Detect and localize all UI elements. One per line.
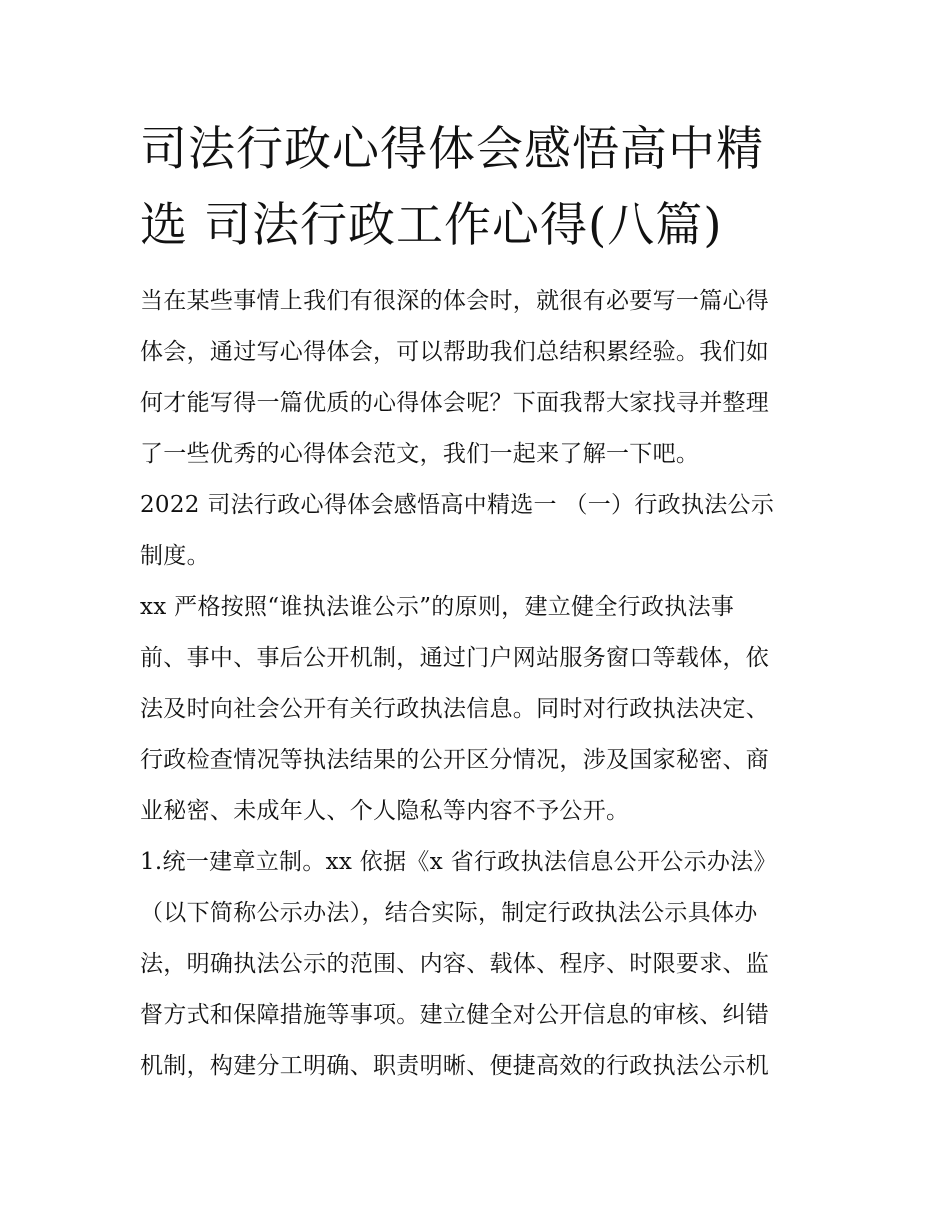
title-line: 选 司法行政工作心得(八篇): [140, 198, 723, 253]
body-line: （以下简称公示办法），结合实际，制定行政执法公示具体办: [140, 900, 758, 926]
body-line: 当在某些事情上我们有很深的体会时，就很有必要写一篇心得: [140, 288, 770, 314]
body-line: 2022 司法行政心得体会感悟高中精选一 （一）行政执法公示: [140, 492, 775, 518]
body-line: 1.统一建章立制。xx 依据《x 省行政执法信息公开公示办法》: [140, 849, 777, 875]
body-line: 行政检查情况等执法结果的公开区分情况，涉及国家秘密、商: [140, 747, 770, 773]
body-line: 法，明确执法公示的范围、内容、载体、程序、时限要求、监: [140, 951, 770, 977]
body-line: 了一些优秀的心得体会范文，我们一起来了解一下吧。: [140, 441, 700, 467]
body-line: 法及时向社会公开有关行政执法信息。同时对行政执法决定、: [140, 696, 770, 722]
document-body: [140, 281, 830, 1097]
body-line: xx 严格按照“谁执法谁公示”的原则，建立健全行政执法事: [140, 594, 735, 620]
body-line: 体会，通过写心得体会，可以帮助我们总结积累经验。我们如: [140, 339, 770, 365]
document-title: [140, 112, 830, 264]
title-line: 司法行政心得体会感悟高中精: [140, 122, 764, 177]
body-line: 机制，构建分工明确、职责明晰、便捷高效的行政执法公示机: [140, 1053, 770, 1079]
body-line: 前、事中、事后公开机制，通过门户网站服务窗口等载体，依: [140, 645, 770, 671]
body-line: 制度。: [140, 543, 210, 569]
body-line: 何才能写得一篇优质的心得体会呢？下面我帮大家找寻并整理: [140, 390, 770, 416]
body-line: 业秘密、未成年人、个人隐私等内容不予公开。: [140, 798, 630, 824]
body-line: 督方式和保障措施等事项。建立健全对公开信息的审核、纠错: [140, 1002, 770, 1028]
